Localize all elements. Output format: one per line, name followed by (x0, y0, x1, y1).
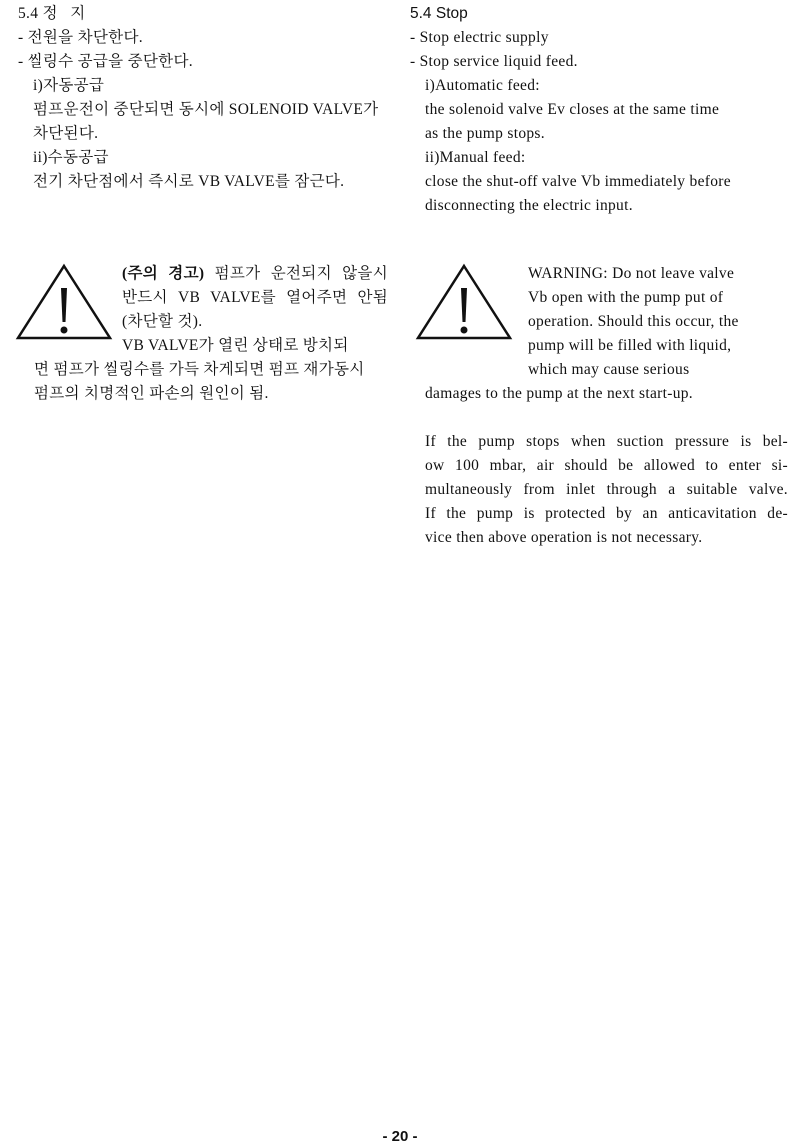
english-manual-line-2: disconnecting the electric input. (425, 197, 633, 214)
english-heading: 5.4 Stop (410, 5, 468, 22)
korean-warning-line-6: 펌프의 치명적인 파손의 원인이 됨. (34, 385, 269, 402)
korean-manual-title: ii)수동공급 (33, 149, 109, 166)
english-auto-line-2: as the pump stops. (425, 125, 545, 142)
korean-warning-line-2: 반드시 VB VALVE를 열어주면 안됨 (122, 289, 388, 306)
english-paragraph-line-3: multaneously from inlet through a suitable valve. (425, 481, 788, 498)
english-warning-line1-text: Do not leave valve (612, 265, 735, 282)
english-warning-label: WARNING: (528, 265, 608, 282)
english-paragraph-line-1: If the pump stops when suction pressure is bel- (425, 433, 788, 450)
korean-warning-line-1 (122, 262, 388, 286)
korean-warning-line-3: (차단할 것). (122, 313, 203, 330)
korean-warning-label: (주의 경고) (122, 265, 205, 282)
english-warning-line-6: damages to the pump at the next start-up. (425, 385, 693, 402)
english-warning-line-4: pump will be filled with liquid, (528, 337, 732, 354)
english-line-1: - Stop electric supply (410, 29, 549, 46)
english-paragraph (425, 430, 788, 550)
warning-triangle-icon (14, 262, 114, 342)
korean-auto-line-2: 차단된다. (33, 125, 99, 142)
korean-warning-line-5: 면 펌프가 씰링수를 가득 차게되면 펌프 재가동시 (34, 361, 365, 378)
english-auto-title: i)Automatic feed: (425, 77, 540, 94)
english-manual-title: ii)Manual feed: (425, 149, 526, 166)
page-number: - 20 - (382, 1128, 418, 1145)
english-warning-continuation (425, 382, 693, 406)
english-paragraph-line-2: ow 100 mbar, air should be allowed to enter si- (425, 457, 788, 474)
english-warning-line-2: Vb open with the pump put of (528, 289, 724, 306)
english-warning-line-1 (528, 262, 768, 286)
english-warning-block (528, 262, 768, 382)
korean-warning-continuation (34, 358, 365, 406)
korean-heading: 5.4 정 지 (18, 5, 86, 22)
english-line-2: - Stop service liquid feed. (410, 53, 578, 70)
korean-line-1: - 전원을 차단한다. (18, 29, 143, 46)
english-paragraph-line-4: If the pump is protected by an anticavitation de- (425, 505, 788, 522)
korean-warning-block (122, 262, 388, 358)
korean-warning-line-4: VB VALVE가 열린 상태로 방치되 (122, 337, 349, 354)
english-warning-line-3: operation. Should this occur, the (528, 313, 739, 330)
korean-auto-title: i)자동공급 (33, 77, 105, 94)
english-warning-line-5: which may cause serious (528, 361, 690, 378)
english-manual-line-1: close the shut-off valve Vb immediately before (425, 173, 731, 190)
korean-line-2: - 씰링수 공급을 중단한다. (18, 53, 193, 70)
english-column (410, 2, 731, 218)
warning-triangle-icon (414, 262, 514, 342)
korean-auto-line-1: 펌프운전이 중단되면 동시에 SOLENOID VALVE가 (33, 101, 379, 118)
korean-warning-line1-text: 펌프가 운전되지 않을시 (214, 265, 388, 282)
korean-manual-line-1: 전기 차단점에서 즉시로 VB VALVE를 잠근다. (33, 173, 345, 190)
english-auto-line-1: the solenoid valve Ev closes at the same time (425, 101, 720, 118)
korean-column (18, 2, 378, 194)
english-paragraph-line-5: vice then above operation is not necessary. (425, 529, 703, 546)
